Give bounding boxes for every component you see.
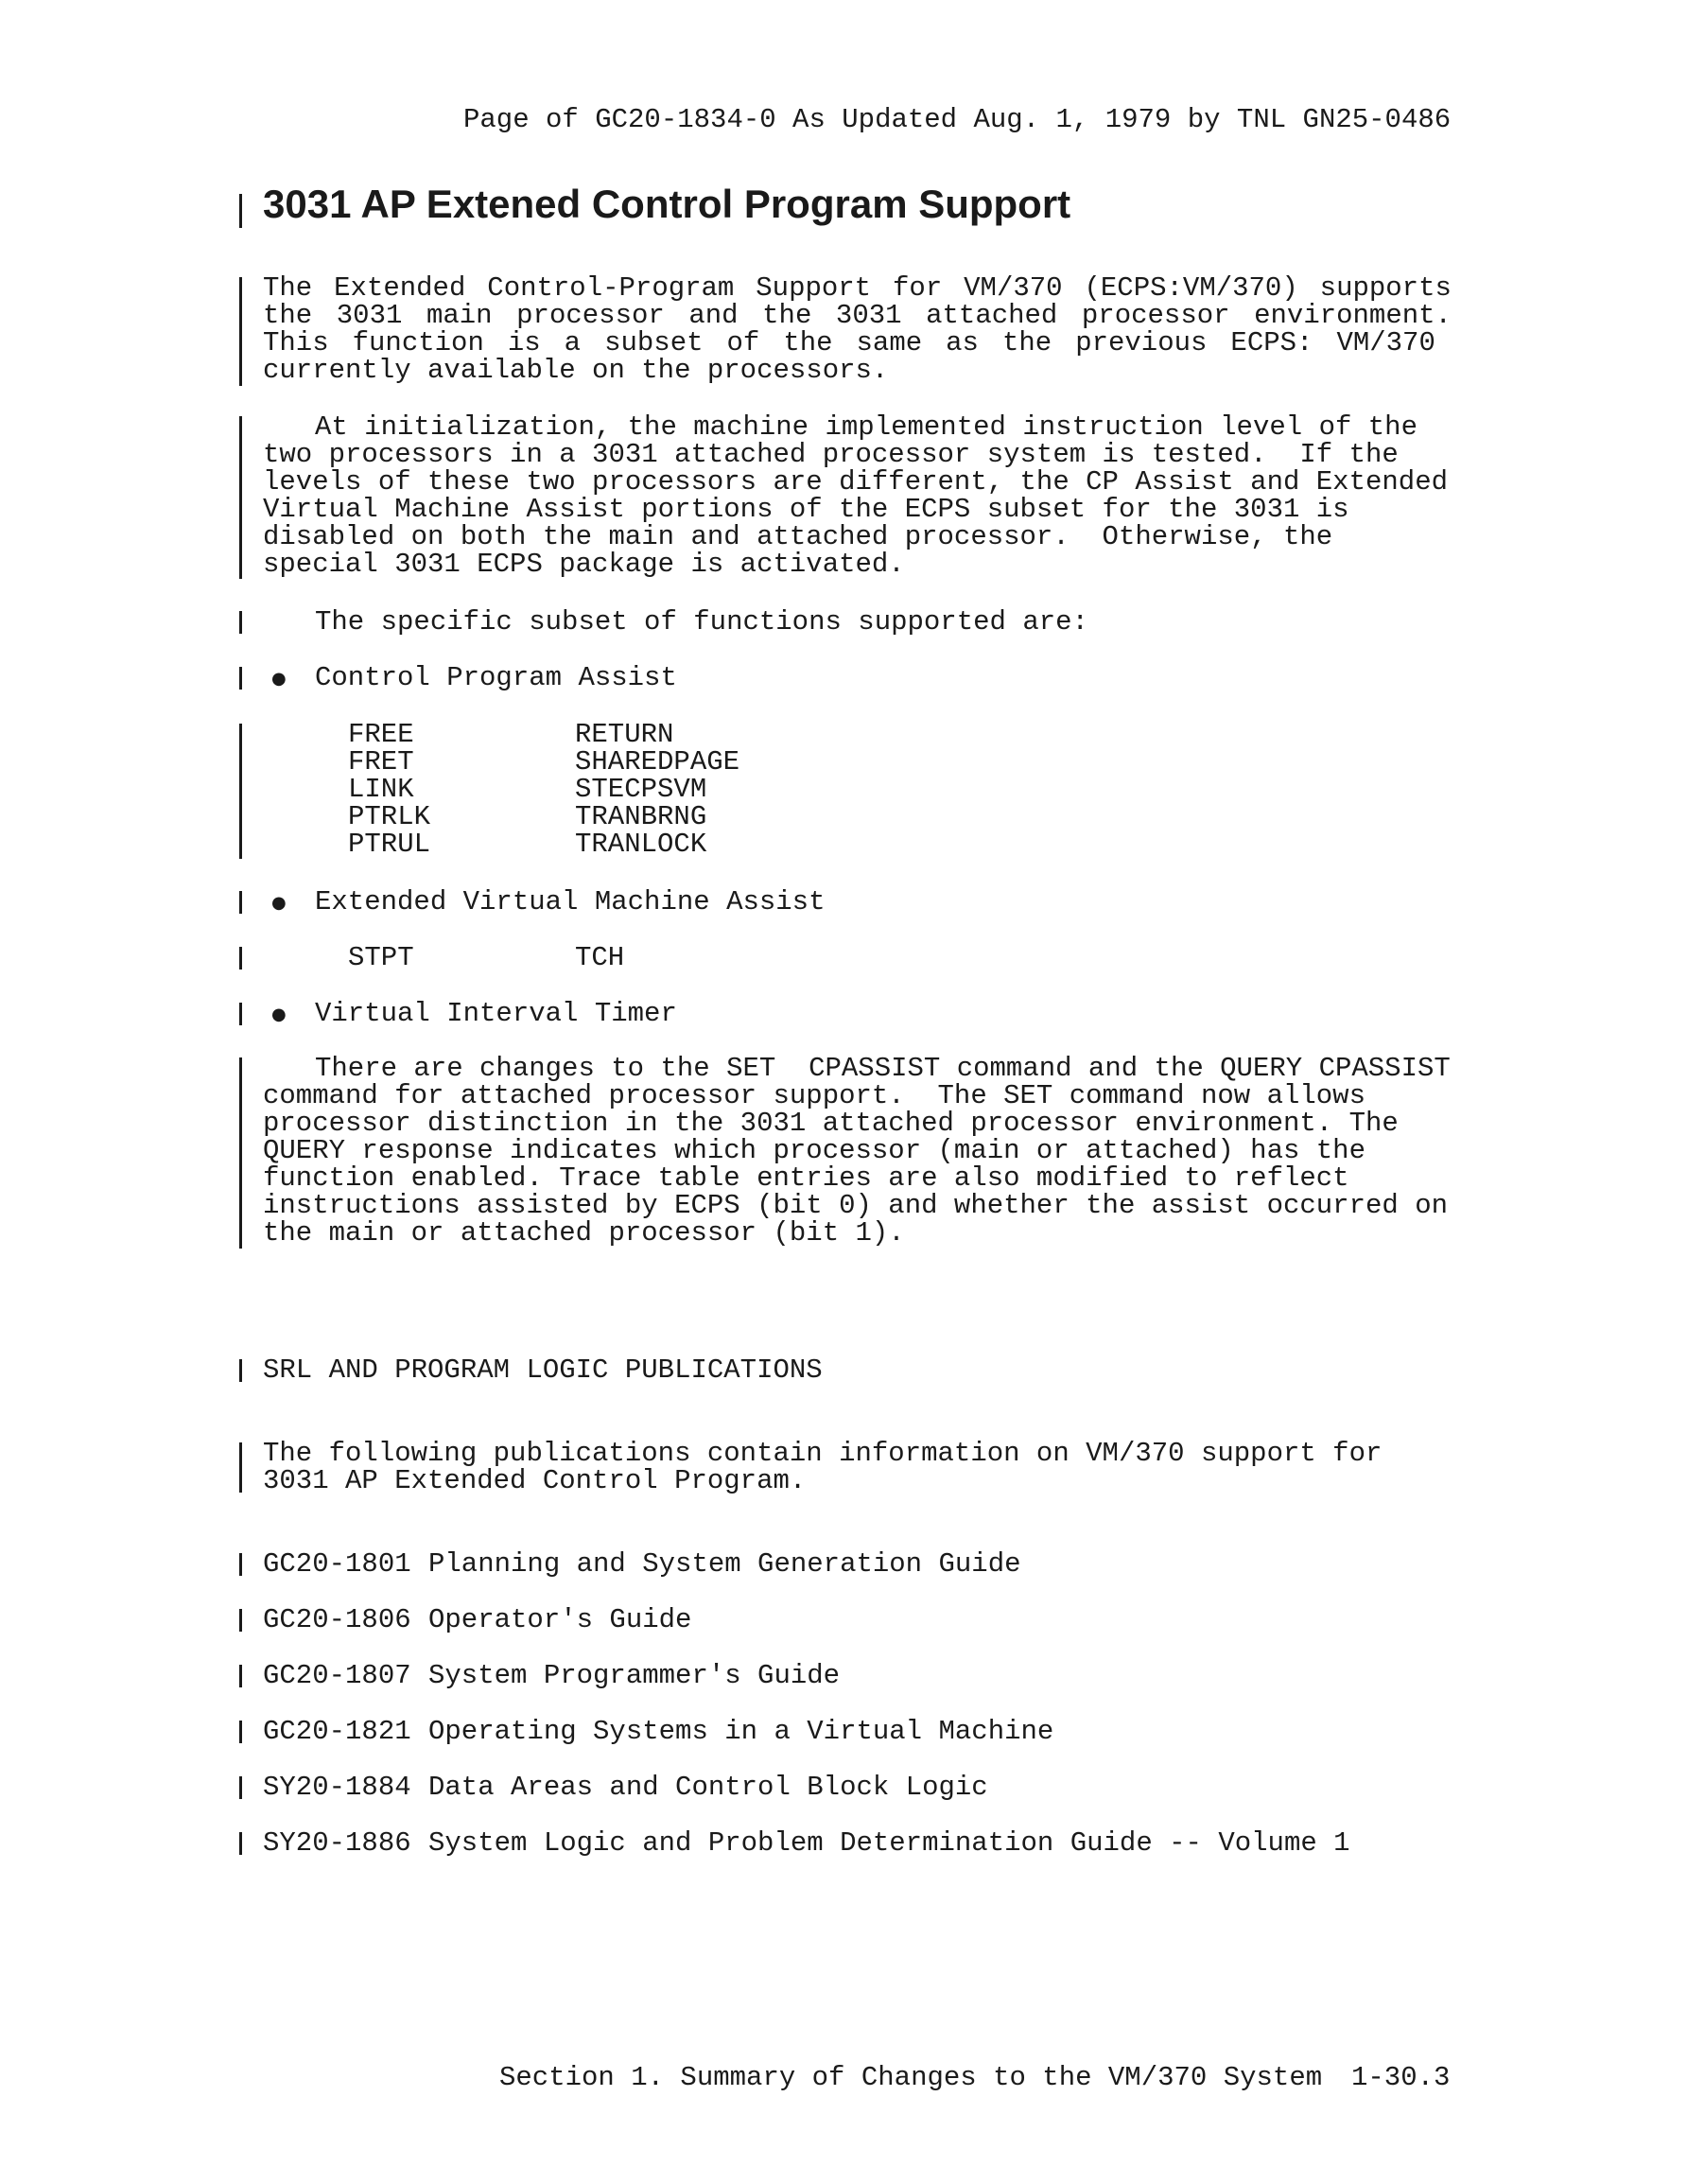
changes-line: the main or attached processor (bit 1). xyxy=(263,1217,905,1249)
change-bar xyxy=(239,1776,242,1799)
publications-intro-line: 3031 AP Extended Control Program. xyxy=(263,1465,807,1496)
change-bar xyxy=(239,1665,242,1687)
function-name: FREE xyxy=(348,719,414,750)
change-bar xyxy=(239,416,242,579)
change-bar xyxy=(239,891,242,914)
publications-intro-line: The following publications contain information on VM/370 support for xyxy=(263,1438,1383,1469)
intro-line: This function is a subset of the same as the previous ECPS: VM/370 xyxy=(263,327,1435,358)
changes-line: QUERY response indicates which processor (main or attached) has the xyxy=(263,1135,1365,1166)
function-name: TRANBRNG xyxy=(575,801,707,832)
vit-heading: Virtual Interval Timer xyxy=(315,998,677,1029)
function-name: PTRUL xyxy=(348,829,431,860)
init-line: Virtual Machine Assist portions of the ECPS subset for the 3031 is xyxy=(263,494,1349,525)
init-line: At initialization, the machine implemented instruction level of the xyxy=(315,411,1417,443)
function-name: LINK xyxy=(348,774,414,805)
init-line: levels of these two processors are different, the CP Assist and Extended xyxy=(263,466,1449,498)
change-bar xyxy=(239,194,242,228)
cp-assist-heading: Control Program Assist xyxy=(315,662,677,693)
function-name: SHAREDPAGE xyxy=(575,746,740,778)
intro-line: the 3031 main processor and the 3031 attached processor environment. xyxy=(263,300,1452,331)
running-head: Page of GC20-1834-0 As Updated Aug. 1, 1979 by TNL GN25-0486 xyxy=(463,104,1452,135)
publication-number: GC20-1821 xyxy=(263,1716,411,1747)
change-bar xyxy=(239,1609,242,1632)
changes-line: processor distinction in the 3031 attached processor environment. The xyxy=(263,1108,1399,1139)
bullet: ● xyxy=(271,1005,287,1024)
function-name: STPT xyxy=(348,942,414,973)
publication-number: SY20-1884 xyxy=(263,1772,411,1803)
function-name: TCH xyxy=(575,942,625,973)
change-bar xyxy=(239,611,242,634)
page-number: 1-30.3 xyxy=(1351,2062,1451,2093)
change-bar xyxy=(239,1442,242,1493)
change-bar xyxy=(239,667,242,690)
change-bar xyxy=(239,1003,242,1025)
init-line: disabled on both the main and attached processor. Otherwise, the xyxy=(263,521,1333,552)
init-line: two processors in a 3031 attached processor system is tested. If the xyxy=(263,439,1399,470)
publication-number: GC20-1807 xyxy=(263,1660,411,1691)
publication-number: SY20-1886 xyxy=(263,1827,411,1859)
publication-title: Operating Systems in a Virtual Machine xyxy=(428,1716,1054,1747)
footer-section-label: Section 1. Summary of Changes to the VM/370 System xyxy=(499,2062,1323,2093)
evm-assist-heading: Extended Virtual Machine Assist xyxy=(315,886,826,917)
change-bar xyxy=(239,1832,242,1855)
change-bar xyxy=(239,1359,242,1382)
changes-line: There are changes to the SET CPASSIST command and the QUERY CPASSIST xyxy=(315,1053,1451,1084)
change-bar xyxy=(239,1057,242,1249)
change-bar xyxy=(239,1553,242,1576)
function-name: RETURN xyxy=(575,719,674,750)
publication-title: Operator's Guide xyxy=(428,1604,692,1635)
intro-line: currently available on the processors. xyxy=(263,355,889,386)
publication-title: Planning and System Generation Guide xyxy=(428,1548,1021,1580)
changes-line: instructions assisted by ECPS (bit 0) and whether the assist occurred on xyxy=(263,1190,1449,1221)
change-bar xyxy=(239,277,242,386)
publication-title: System Logic and Problem Determination Guide -- Volume 1 xyxy=(428,1827,1350,1859)
publication-number: GC20-1801 xyxy=(263,1548,411,1580)
change-bar xyxy=(239,724,242,859)
change-bar xyxy=(239,947,242,970)
function-name: STECPSVM xyxy=(575,774,707,805)
publication-number: GC20-1806 xyxy=(263,1604,411,1635)
bullet: ● xyxy=(271,893,287,913)
publication-title: Data Areas and Control Block Logic xyxy=(428,1772,988,1803)
intro-line: The Extended Control-Program Support for VM/370 (ECPS:VM/370) supports xyxy=(263,272,1452,304)
changes-line: function enabled. Trace table entries are also modified to reflect xyxy=(263,1162,1349,1194)
function-name: FRET xyxy=(348,746,414,778)
function-name: TRANLOCK xyxy=(575,829,707,860)
publications-heading: SRL AND PROGRAM LOGIC PUBLICATIONS xyxy=(263,1354,823,1386)
changes-line: command for attached processor support. The SET command now allows xyxy=(263,1080,1365,1111)
section-title: 3031 AP Extened Control Program Support xyxy=(263,182,1071,226)
function-name: PTRLK xyxy=(348,801,431,832)
publication-title: System Programmer's Guide xyxy=(428,1660,841,1691)
subset-intro: The specific subset of functions supported are: xyxy=(315,606,1088,638)
init-line: special 3031 ECPS package is activated. xyxy=(263,549,905,580)
bullet: ● xyxy=(271,669,287,689)
change-bar xyxy=(239,1721,242,1743)
